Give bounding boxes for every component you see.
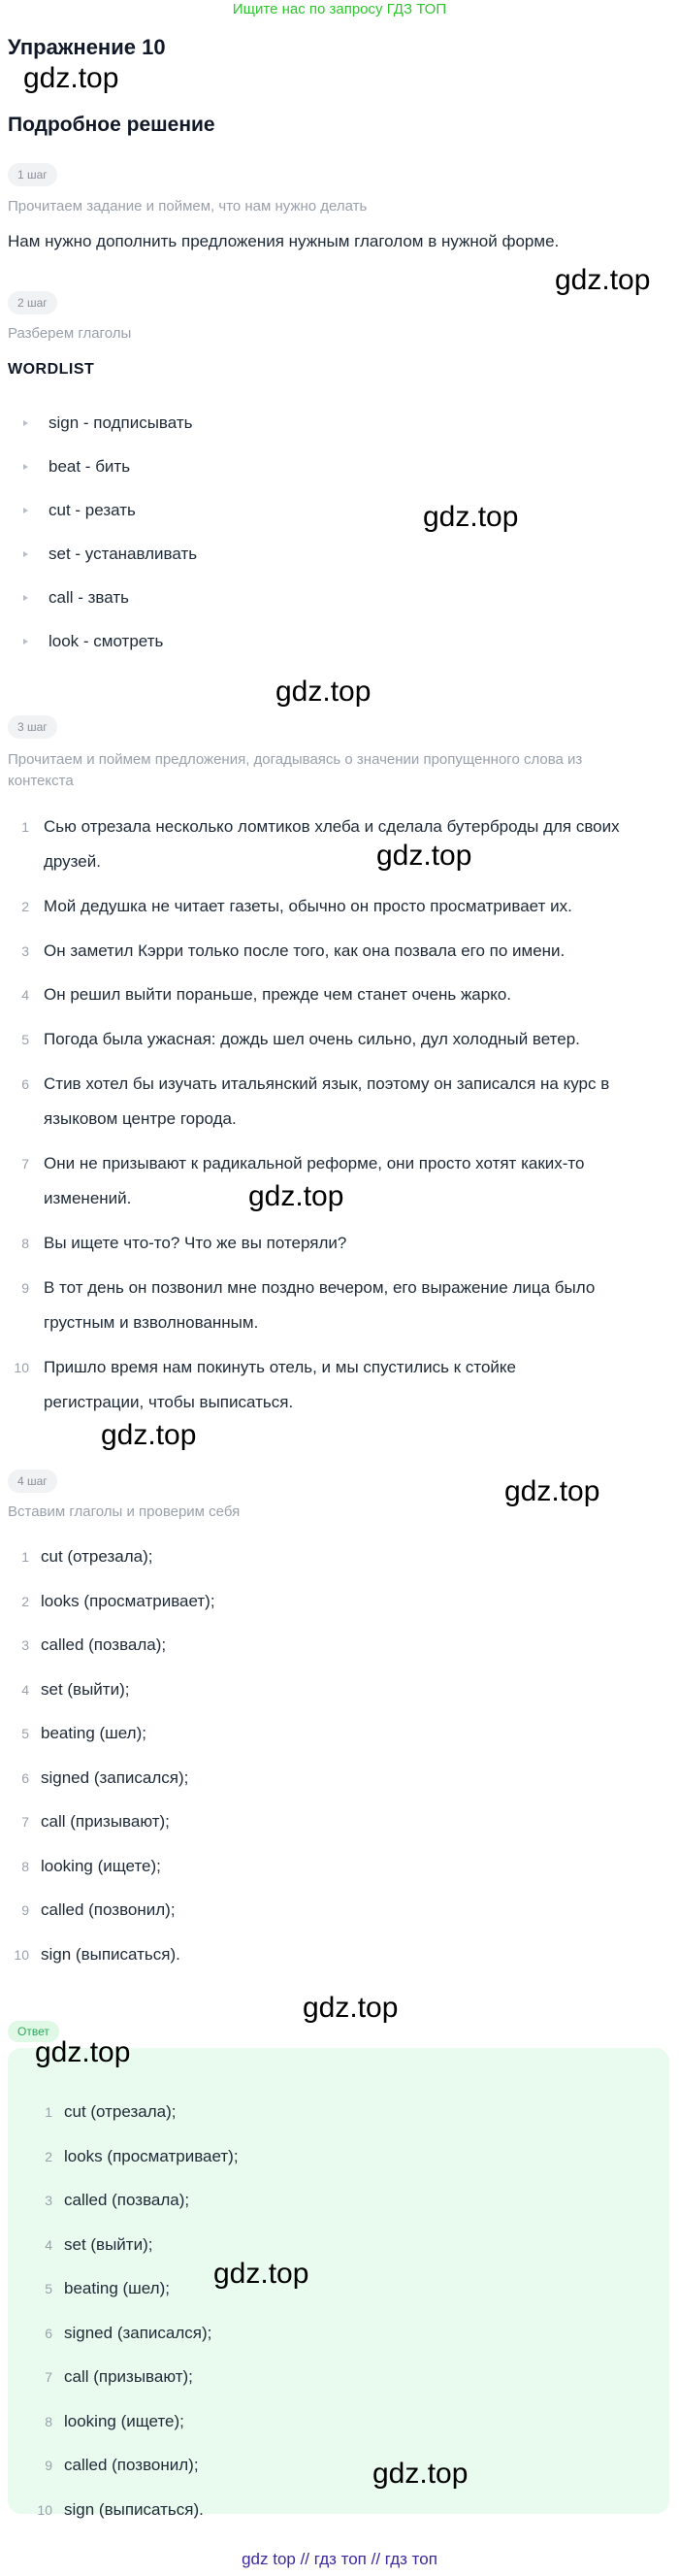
step-badge: 4 шаг bbox=[8, 1470, 57, 1493]
bullet-marker-icon bbox=[23, 551, 28, 557]
sentence-text: Он решил выйти пораньше, прежде чем станет очень жарко. bbox=[44, 985, 512, 1004]
answer-text: cut (отрезала); bbox=[41, 1547, 153, 1566]
item-number: 10 bbox=[14, 1360, 29, 1375]
answer-text: set (выйти); bbox=[64, 2234, 153, 2254]
item-number: 5 bbox=[45, 2281, 52, 2296]
watermark: gdz.top bbox=[23, 62, 119, 94]
answer-text: called (позвонил); bbox=[64, 2456, 199, 2474]
section-title: Подробное решение bbox=[8, 114, 215, 136]
bullet-marker-icon bbox=[23, 595, 28, 601]
item-number: 2 bbox=[45, 2148, 52, 2164]
answer-text: signed (записался); bbox=[64, 2323, 212, 2342]
sentence-text: В тот день он позвонил мне поздно вечером, его выражение лица было bbox=[44, 1278, 596, 1297]
item-number: 8 bbox=[21, 1858, 29, 1874]
answer-text: beating (шел); bbox=[41, 1724, 146, 1742]
answer-text: cut (отрезала); bbox=[64, 2102, 177, 2121]
answer-text: signed (записался); bbox=[41, 1767, 189, 1787]
wordlist-heading: WORDLIST bbox=[8, 361, 95, 378]
item-number: 1 bbox=[21, 1549, 29, 1565]
sentence-text: Стив хотел бы изучать итальянский язык, поэтому он записался на курс в bbox=[44, 1074, 610, 1093]
answer-text: sign (выписаться). bbox=[64, 2499, 204, 2519]
watermark: gdz.top bbox=[423, 501, 519, 533]
item-number: 5 bbox=[21, 1032, 29, 1047]
answer-text: call (призывают); bbox=[41, 1812, 170, 1831]
wordlist-item-text: look - смотреть bbox=[48, 632, 164, 650]
bullet-marker-icon bbox=[23, 420, 28, 426]
bullet-marker-icon bbox=[23, 639, 28, 644]
wordlist-item bbox=[23, 586, 129, 610]
item-number: 7 bbox=[45, 2369, 52, 2385]
wordlist-item-text: call - звать bbox=[48, 588, 129, 607]
answer-text: called (позвонил); bbox=[41, 1900, 176, 1919]
sentence-text: друзей. bbox=[44, 852, 101, 871]
step-badge: 1 шаг bbox=[8, 163, 57, 186]
sentence-text: изменений. bbox=[44, 1189, 132, 1207]
item-number: 10 bbox=[37, 2501, 52, 2518]
answer-badge: Ответ bbox=[8, 2021, 59, 2042]
wordlist-item-text: beat - бить bbox=[48, 457, 131, 476]
wordlist-item bbox=[23, 455, 130, 479]
step-hint: Прочитаем и поймем предложения, догадываясь о значении пропущенного слова из bbox=[8, 751, 583, 768]
step-badge: 3 шаг bbox=[8, 715, 57, 739]
item-number: 5 bbox=[21, 1726, 29, 1741]
answer-text: looks (просматривает); bbox=[41, 1591, 215, 1610]
answer-text: sign (выписаться). bbox=[41, 1944, 180, 1964]
bullet-marker-icon bbox=[23, 464, 28, 470]
sentence-text: Сью отрезала несколько ломтиков хлеба и сделала бутерброды для своих bbox=[44, 817, 620, 836]
top-banner[interactable]: Ищите нас по запросу ГДЗ ТОП bbox=[232, 1, 447, 17]
step-hint: контекста bbox=[8, 773, 74, 789]
item-number: 2 bbox=[21, 1593, 29, 1609]
wordlist-item bbox=[23, 412, 192, 435]
step-text: Нам нужно дополнить предложения нужным глаголом в нужной форме. bbox=[8, 232, 560, 250]
item-number: 7 bbox=[21, 1156, 29, 1172]
watermark: gdz.top bbox=[376, 840, 472, 872]
page-title: Упражнение 10 bbox=[8, 35, 166, 59]
item-number: 6 bbox=[21, 1076, 29, 1092]
item-number: 7 bbox=[21, 1814, 29, 1830]
item-number: 2 bbox=[21, 899, 29, 914]
item-number: 3 bbox=[21, 1637, 29, 1653]
step-badge: 2 шаг bbox=[8, 291, 57, 314]
sentence-text: языковом центре города. bbox=[44, 1109, 237, 1128]
footer-links[interactable]: gdz top // гдз топ // гдз топ bbox=[242, 2550, 437, 2568]
answer-text: looks (просматривает); bbox=[64, 2146, 239, 2165]
answer-text: set (выйти); bbox=[41, 1679, 130, 1699]
watermark: gdz.top bbox=[372, 2458, 469, 2490]
sentence-text: грустным и взволнованным. bbox=[44, 1313, 259, 1332]
watermark: gdz.top bbox=[35, 2036, 131, 2068]
answer-text: looking (ищете); bbox=[41, 1856, 161, 1875]
step-hint: Разберем глаголы bbox=[8, 325, 132, 342]
answer-text: beating (шел); bbox=[64, 2279, 170, 2297]
item-number: 9 bbox=[45, 2458, 52, 2473]
watermark: gdz.top bbox=[248, 1180, 344, 1212]
item-number: 4 bbox=[45, 2236, 52, 2253]
item-number: 4 bbox=[21, 1681, 29, 1698]
step-hint: Вставим глаголы и проверим себя bbox=[8, 1503, 241, 1520]
item-number: 1 bbox=[21, 819, 29, 835]
sentence-text: Они не призывают к радикальной реформе, они просто хотят каких-то bbox=[44, 1154, 585, 1172]
bullet-marker-icon bbox=[23, 508, 28, 513]
item-number: 9 bbox=[21, 1280, 29, 1296]
wordlist-item bbox=[23, 543, 197, 566]
wordlist-item-text: sign - подписывать bbox=[48, 413, 193, 432]
watermark: gdz.top bbox=[275, 676, 372, 708]
item-number: 9 bbox=[21, 1902, 29, 1918]
answer-text: called (позвала); bbox=[41, 1635, 167, 1654]
answer-text: call (призывают); bbox=[64, 2367, 193, 2386]
sentence-text: Вы ищете что-то? Что же вы потеряли? bbox=[44, 1234, 347, 1252]
sentence-text: Он заметил Кэрри только после того, как она позвала его по имени. bbox=[44, 941, 566, 960]
item-number: 10 bbox=[14, 1946, 29, 1963]
sentence-text: регистрации, чтобы выписаться. bbox=[44, 1393, 294, 1411]
answer-text: looking (ищете); bbox=[64, 2411, 184, 2430]
item-number: 6 bbox=[45, 2325, 52, 2341]
sentence-text: Погода была ужасная: дождь шел очень сильно, дул холодный ветер. bbox=[44, 1030, 580, 1048]
item-number: 8 bbox=[21, 1236, 29, 1251]
item-number: 4 bbox=[21, 987, 29, 1003]
watermark: gdz.top bbox=[101, 1419, 197, 1451]
item-number: 3 bbox=[21, 943, 29, 959]
sentence-text: Мой дедушка не читает газеты, обычно он просто просматривает их. bbox=[44, 897, 572, 915]
watermark: gdz.top bbox=[504, 1475, 600, 1507]
watermark: gdz.top bbox=[213, 2258, 309, 2290]
wordlist-item-text: set - устанавливать bbox=[48, 545, 198, 563]
watermark: gdz.top bbox=[303, 1992, 399, 2024]
step-hint: Прочитаем задание и поймем, что нам нужно делать bbox=[8, 198, 368, 215]
item-number: 3 bbox=[45, 2193, 52, 2208]
item-number: 8 bbox=[45, 2413, 52, 2429]
wordlist-item-text: cut - резать bbox=[48, 501, 136, 519]
wordlist-item bbox=[23, 499, 136, 522]
item-number: 1 bbox=[45, 2104, 52, 2120]
wordlist-item bbox=[23, 630, 163, 653]
watermark: gdz.top bbox=[555, 264, 651, 296]
sentence-text: Пришло время нам покинуть отель, и мы спустились к стойке bbox=[44, 1358, 516, 1376]
item-number: 6 bbox=[21, 1769, 29, 1786]
answer-text: called (позвала); bbox=[64, 2191, 190, 2209]
